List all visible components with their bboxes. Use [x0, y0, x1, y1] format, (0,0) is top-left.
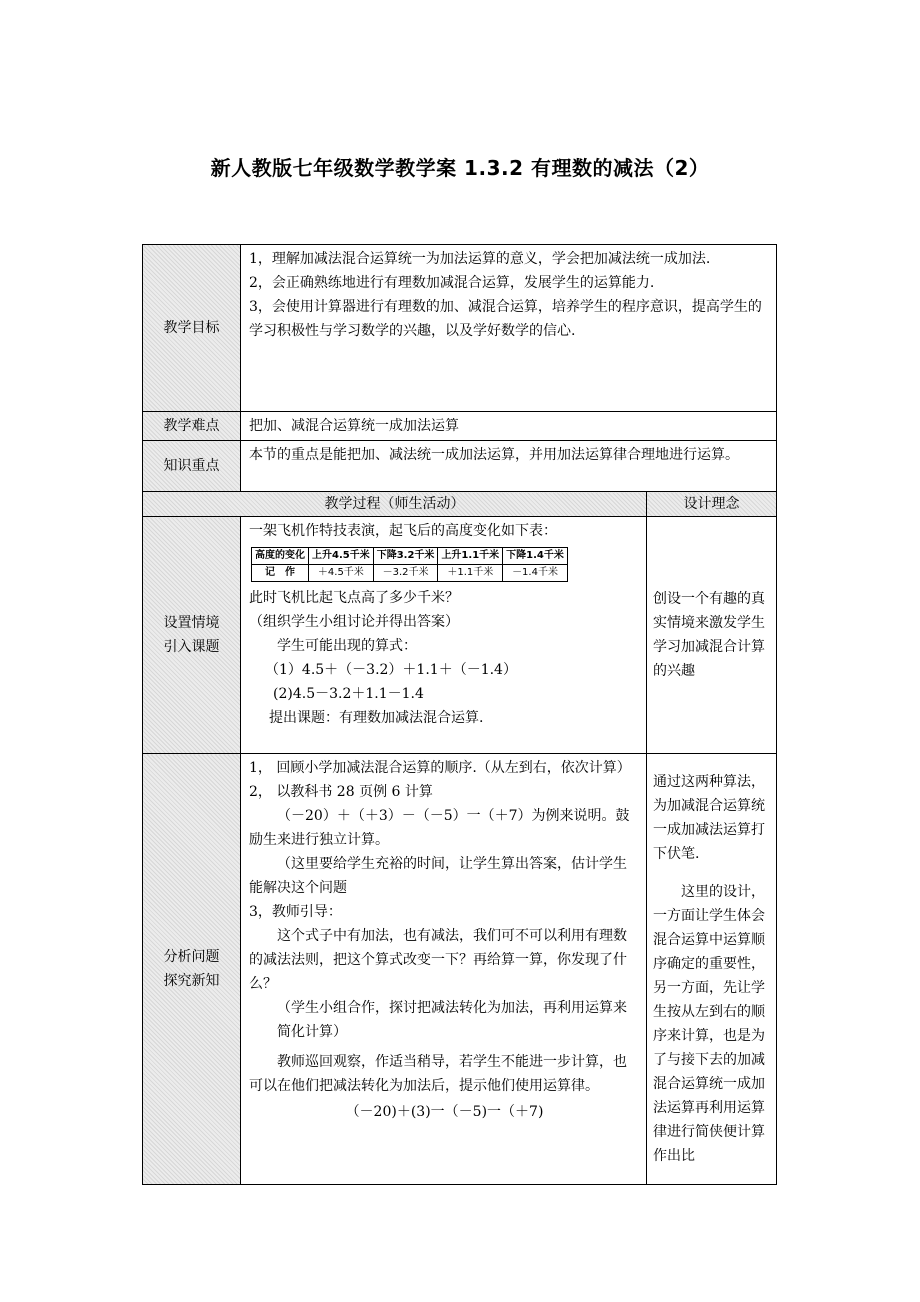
- concept-header: 设计理念: [647, 492, 777, 517]
- flight-cell: 下降1.4千米: [503, 548, 568, 565]
- analysis-line: 1， 回顾小学加减法混合运算的顺序.（从左到右，依次计算）: [249, 760, 631, 776]
- keypoint-row: [143, 441, 777, 492]
- intro-line: （1）4.5＋（－3.2）＋1.1＋（－1.4）: [265, 662, 517, 678]
- flight-cell: 上升1.1千米: [438, 548, 503, 565]
- analysis-design-note: [647, 754, 777, 1185]
- flight-cell: 上升4.5千米: [309, 548, 374, 565]
- process-header: 教学过程（师生活动）: [143, 492, 647, 517]
- flight-cell: ＋4.5千米: [309, 565, 374, 582]
- intro-design-note: 创设一个有趣的真实情境来激发学生学习加减混合计算的兴趣: [647, 517, 777, 754]
- keypoint-label: 知识重点: [143, 441, 241, 492]
- page-title: 新人教版七年级数学教学案 1.3.2 有理数的减法（2）: [210, 156, 710, 180]
- intro-line: (2)4.5－3.2＋1.1－1.4: [273, 686, 424, 702]
- intro-line: 一架飞机作特技表演，起飞后的高度变化如下表：: [249, 523, 557, 539]
- flight-cell: ＋1.1千米: [438, 565, 503, 582]
- intro-line: 学生可能出现的算式：: [277, 638, 417, 654]
- difficulty-row: [143, 412, 777, 441]
- intro-label: 设置情境引入课题: [143, 517, 241, 754]
- intro-line: 此时飞机比起飞点高了多少千米？: [249, 590, 459, 606]
- objectives-content: [241, 245, 777, 412]
- objective-line: 2，会正确熟练地进行有理数加减混合运算，发展学生的运算能力.: [249, 275, 655, 291]
- analysis-line: 3，教师引导：: [249, 904, 342, 920]
- flight-cell: －3.2千米: [373, 565, 438, 582]
- flight-height-table: [251, 547, 568, 582]
- process-header-row: [143, 492, 777, 517]
- analysis-row: [143, 754, 777, 1185]
- analysis-formula: （－20)＋(3)一（－5)一（＋7): [345, 1104, 544, 1120]
- flight-cell: －1.4千米: [503, 565, 568, 582]
- lesson-plan-table: [142, 244, 777, 1185]
- objective-line: 3，会使用计算器进行有理数的加、减混合运算，培养学生的程序意识，提高学生的学习积极性与学习数学的兴趣，以及学好数学的信心.: [249, 299, 762, 339]
- analysis-content: [241, 754, 647, 1185]
- difficulty-label: 教学难点: [143, 412, 241, 441]
- flight-cell: 下降3.2千米: [373, 548, 438, 565]
- intro-line: 提出课题：有理数加减法混合运算.: [269, 710, 484, 726]
- difficulty-content: 把加、减混合运算统一成加法运算: [241, 412, 777, 441]
- objectives-row: [143, 245, 777, 412]
- analysis-line: （－20）＋（＋3）－（－5）一（＋7）为例来说明。鼓励生来进行独立计算。: [249, 808, 630, 848]
- intro-content: [241, 517, 647, 754]
- analysis-line: 教师巡回观察，作适当稍导，若学生不能进一步计算，也可以在他们把减法转化为加法后，提示他们使用运算律。: [249, 1054, 627, 1094]
- analysis-line: （这里要给学生充裕的时间，让学生算出答案，估计学生能解决这个问题: [249, 856, 627, 896]
- intro-row: [143, 517, 777, 754]
- flight-cell: 高度的变化: [252, 548, 309, 565]
- analysis-label: 分析问题探究新知: [143, 754, 241, 1185]
- design-note-line: 通过这两种算法，为加减混合运算统一成加减法运算打下伏笔.: [653, 774, 765, 862]
- design-note-line: 这里的设计，一方面让学生体会混合运算中运算顺序确定的重要性，另一方面，先让学生按从左到右的顺序来计算，也是为了与接下去的加减混合运算统一成加法运算再利用运算律进行简侠便计算作出比: [653, 884, 765, 1164]
- analysis-line: 2， 以教科书 28 页例 6 计算: [249, 784, 433, 800]
- keypoint-content: 本节的重点是能把加、减法统一成加法运算，并用加法运算律合理地进行运算。: [241, 441, 777, 492]
- flight-cell: 记 作: [252, 565, 309, 582]
- objective-line: 1，理解加减法混合运算统一为加法运算的意义，学会把加减法统一成加法.: [249, 251, 711, 267]
- analysis-line: 这个式子中有加法，也有减法，我们可不可以利用有理数的减法法则，把这个算式改变一下？再给算一算，你发现了什么？: [249, 928, 627, 992]
- analysis-line: （学生小组合作，探讨把减法转化为加法，再利用运算来简化计算）: [277, 1000, 627, 1040]
- objectives-label: 教学目标: [143, 245, 241, 412]
- intro-line: （组织学生小组讨论并得出答案）: [249, 614, 459, 630]
